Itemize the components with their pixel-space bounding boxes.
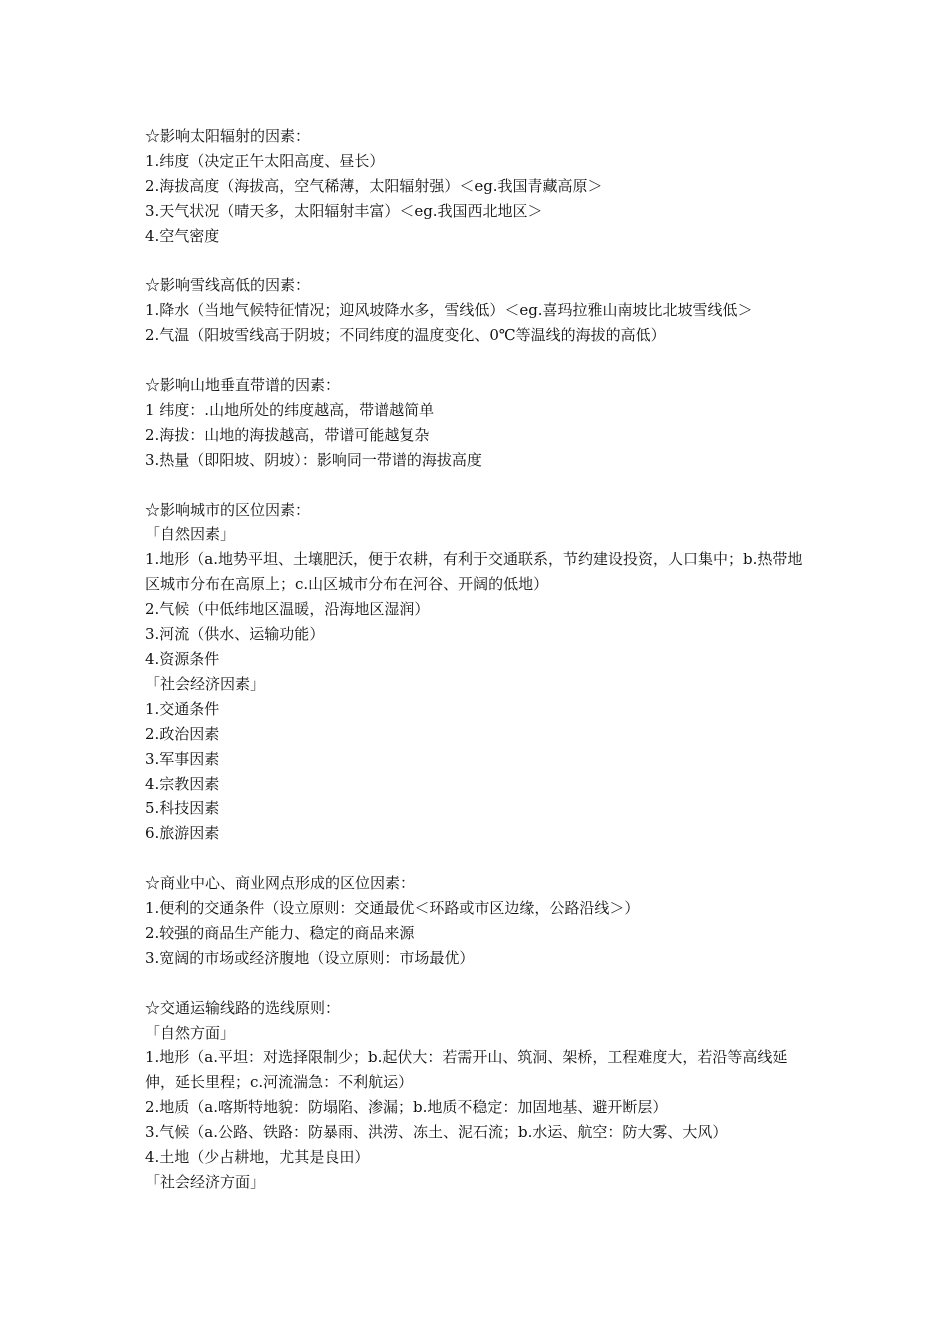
subheading: 「自然因素」 xyxy=(145,525,236,544)
list-item: 2.地质（a.喀斯特地貌：防塌陷、渗漏；b.地质不稳定：加固地基、避开断层） xyxy=(145,1098,668,1117)
list-item: 4.空气密度 xyxy=(145,226,220,245)
list-item: 1.降水（当地气候特征情况；迎风坡降水多，雪线低）＜eg.喜玛拉雅山南坡比北坡雪线低＞ xyxy=(145,301,753,320)
list-item: 2.政治因素 xyxy=(145,724,220,743)
list-item: 4.土地（少占耕地，尤其是良田） xyxy=(145,1148,370,1167)
list-item: 1.地形（a.平坦：对选择限制少；b.起伏大：若需开山、筑洞、架桥，工程难度大，若沿等高线延伸，延长里程；c.河流湍急：不利航运） xyxy=(145,1048,788,1092)
list-item: 1.交通条件 xyxy=(145,699,220,718)
list-item: 1.便利的交通条件（设立原则：交通最优＜环路或市区边缘，公路沿线＞） xyxy=(145,899,640,918)
list-item: 4.资源条件 xyxy=(145,649,220,668)
list-item: 1.纬度（决定正午太阳高度、昼长） xyxy=(145,151,385,170)
list-item: 3.气候（a.公路、铁路：防暴雨、洪涝、冻土、泥石流；b.水运、航空：防大雾、大风） xyxy=(145,1123,728,1142)
list-item: 3.军事因素 xyxy=(145,749,220,768)
list-item: 1.地形（a.地势平坦、土壤肥沃，便于农耕，有利于交通联系，节约建设投资，人口集中；b.热带地区城市分布在高原上；c.山区城市分布在河谷、开阔的低地） xyxy=(145,550,803,594)
list-item: 4.宗教因素 xyxy=(145,774,220,793)
section-title: ☆影响太阳辐射的因素： xyxy=(145,127,311,145)
section-title: ☆影响城市的区位因素： xyxy=(145,500,311,519)
list-item: 2.海拔高度（海拔高，空气稀薄，太阳辐射强）＜eg.我国青藏高原＞ xyxy=(145,176,603,195)
list-item: 3.天气状况（晴天多，太阳辐射丰富）＜eg.我国西北地区＞ xyxy=(145,201,543,220)
list-item: 2.较强的商品生产能力、稳定的商品来源 xyxy=(145,923,415,942)
list-item: 2.气温（阳坡雪线高于阴坡；不同纬度的温度变化、0℃等温线的海拔的高低） xyxy=(145,326,666,345)
section-transport-route xyxy=(145,996,815,1195)
document-page xyxy=(145,124,815,1195)
section-vertical-zonation xyxy=(145,373,815,473)
list-item: 6.旅游因素 xyxy=(145,824,220,843)
section-solar-radiation xyxy=(145,124,815,249)
section-snow-line xyxy=(145,273,815,348)
list-item: 3.宽阔的市场或经济腹地（设立原则：市场最优） xyxy=(145,948,475,967)
subheading: 「自然方面」 xyxy=(145,1023,236,1042)
section-city-location xyxy=(145,498,815,847)
section-title: ☆影响山地垂直带谱的因素： xyxy=(145,376,341,395)
section-commercial-center xyxy=(145,871,815,971)
subheading: 「社会经济因素」 xyxy=(145,674,266,693)
list-item: 2.海拔：山地的海拔越高，带谱可能越复杂 xyxy=(145,425,430,444)
subheading: 「社会经济方面」 xyxy=(145,1172,266,1191)
list-item: 3.热量（即阳坡、阴坡）：影响同一带谱的海拔高度 xyxy=(145,450,482,469)
section-title: ☆交通运输线路的选线原则： xyxy=(145,998,341,1017)
list-item: 1 纬度：.山地所处的纬度越高，带谱越简单 xyxy=(145,400,435,419)
list-item: 3.河流（供水、运输功能） xyxy=(145,625,325,644)
list-item: 2.气候（中低纬地区温暖，沿海地区湿润） xyxy=(145,600,430,619)
list-item: 5.科技因素 xyxy=(145,799,220,818)
section-title: ☆商业中心、商业网点形成的区位因素： xyxy=(145,874,416,893)
section-title: ☆影响雪线高低的因素： xyxy=(145,276,311,295)
